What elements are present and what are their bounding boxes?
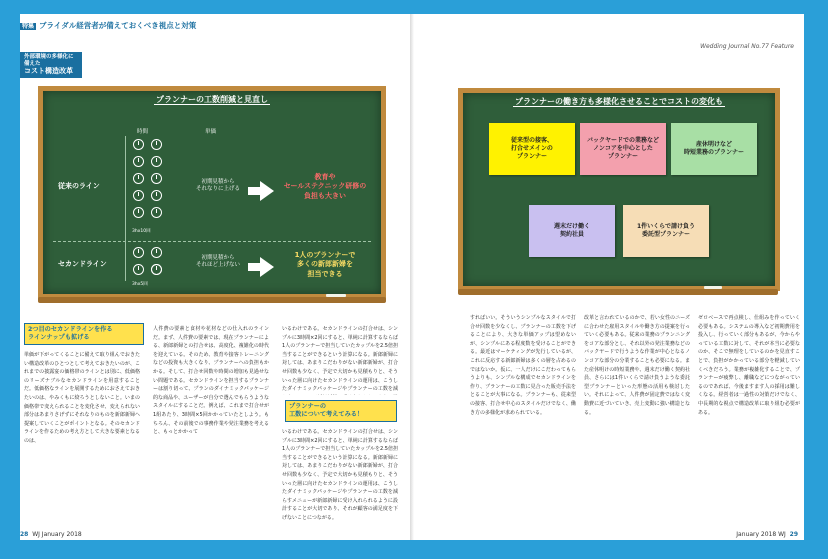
left-col-3b: いるわけである。セカンドラインの打合せは、シンプルに3時間×2回にすると、単純に計算するならば1人のプランナーで担当していたカップルを2.5倍担当することができるという計算になる。新郎新婦に対しては、あまりこだわりがない新郎新婦が、打合せ回数も少なく、予定で大切かも見積もりと、そういった層に向けたセカンドラインの運用は、こうしたダイナミックパッケージやプランナーの工数を減らすメニューが新郎新婦に受け入れられるように設計することが大切であり、それが顧客の満足度を下げないことにつながる。 <box>282 429 398 521</box>
left-col-2: 人件費の要素と食材や花材などの仕入れのラインだ。まず、人件費の要素では、現在プランナーによる、新郎新婦との打合せは、高度化、複雑化の時代を迎えている。そのため、教育や接客トレーニングなどの投資も大きくなり、プランナーへの負担もかかる。そして、打合せ回数や時間の増加も見過せない問題である。セカンドラインを担当するプランナーは割り切って、プランのダイナミックパッケージ的な商品や、ユーザーが自分で選んでもらうようなスタイルにすることだ。例えば、これまで打合せが1組あたり、3時間×5回かかっていたとしよう。もちろん、その前後での事務作業や発注業務を考えると、もっとかかって <box>153 326 269 436</box>
chalk-piece <box>326 294 346 297</box>
sticky-note-standard-planner: 従来型の接客、 打合せメインの プランナー <box>489 123 575 175</box>
subhead-planner-workload: プランナーの 工数について考えてみる！ <box>285 400 397 422</box>
clock-icon <box>151 207 162 218</box>
left-footer <box>20 531 82 538</box>
row-label-second: セカンドライン <box>58 260 107 268</box>
clock-icon <box>151 190 162 201</box>
clock-icon <box>151 173 162 184</box>
chalkboard-workstyles <box>458 88 780 291</box>
left-page-header <box>20 20 196 31</box>
result-text-standard: 教育や セールステクニック研修の 負担も大きい <box>283 173 367 200</box>
tag-line-1: 外部環境の多様化に備えた <box>24 54 74 67</box>
left-page <box>20 14 410 540</box>
clock-icon <box>133 173 144 184</box>
subhead-second-line: 2つ目のセカンドラインを作る ラインナップも拡げる <box>24 323 144 345</box>
count-label-standard: 3hx10回 <box>132 229 151 234</box>
magazine-footer-right: January 2018 WJ <box>736 531 786 538</box>
left-col-3a: いるわけである。セカンドラインの打合せは、シンプルに3時間×2回にすると、単純に計算するならば1人のプランナーで担当していたカップルを2.5倍担当することができるという計算になる。新郎新婦に対しては、あまりこだわりがない新郎新婦が、打合せ回数も少なく、予定で大切かも見積もりと、そういった層に向けたセカンドラインの運用は、こうしたダイナミックパッケージやプランナーの工数を減 <box>282 326 398 393</box>
right-col-2: 改革と言われているのかで、若い女性のニーズに合わせた雇用スタイルや働き方の提案を行っていく必要もある。従来の業務のプランニングをコアな部分とし、それ以外の発注業務などのバックヤードで行うような作業が中心となるノンコアな部分の分業することも必要になる。また産休明けの時短業務や、週末だけ働く契約社員、さらには1件いくらで請け負うような委託型プランナーといった形態の活用も検討したい。それによって、人件費が固定費ではなく変動費に近づいていき、売上変動に強い構造となる。 <box>584 315 690 416</box>
clock-icon <box>151 156 162 167</box>
left-col-1: 単価が下がってくることに備えて取り組んでおきたい構造改革のひとつとして考えておきたいのが、これまでの披露宴の価格帯のラインとは別に、低価格のリーズナブルなセカンドラインを用意することだ。低価格なラインを展開するためにおさえておきたいのは、やみくもに絞ろうとしないこと。いまの価格帯で変えられることを変化させ、変えられない部分はあまりさげずにそれなりのものを新郎新婦へ提案していくことがポイントとなる。そのセカンドラインを作るための考え方として大きな要素となるのは、 <box>24 352 140 444</box>
row-label-standard: 従来のライン <box>58 182 100 190</box>
mid-text-second: 初期見積から それほど上げない <box>195 255 240 269</box>
clock-icon <box>133 156 144 167</box>
col-label-unit: 単価 <box>205 129 217 135</box>
header-title: ブライダル経営者が備えておくべき視点と対策 <box>39 21 197 30</box>
mid-text-standard: 初期見積から それなりに上げる <box>195 179 240 193</box>
clock-icon <box>133 207 144 218</box>
chalkboard-workload <box>38 86 386 299</box>
right-page <box>414 14 804 540</box>
chalk-ledge <box>38 297 386 303</box>
divider-vertical <box>125 136 126 281</box>
clock-icon <box>133 139 144 150</box>
clock-icon <box>133 247 144 258</box>
clock-icon <box>151 247 162 258</box>
clock-icon <box>151 139 162 150</box>
page-number-left: 28 <box>20 531 29 538</box>
section-tag <box>20 52 82 78</box>
clock-icon <box>133 190 144 201</box>
magazine-footer-left: WJ January 2018 <box>32 531 82 538</box>
chalk-ledge <box>458 289 778 295</box>
sticky-note-outsourced-planner: 1件いくらで請け負う 委託型プランナー <box>623 205 709 257</box>
divider-horizontal <box>53 241 371 243</box>
arrow-shaft-1 <box>248 187 260 195</box>
sticky-note-backyard-planner: バックヤードでの業務など ノンコアを中心とした プランナー <box>580 123 666 175</box>
header-category: 特集 <box>22 23 35 30</box>
clock-icon <box>151 264 162 275</box>
right-footer <box>736 531 798 538</box>
right-col-3: ゼロベースで再点検し、仕組みを作っていく必要もある。システムの導入など初期費用を投入し、行っていく部分もあるが、今からやっている工数に対して、それが本当に必要なのか、そこで無理をしているのかを見直すことで、負担がかかっている部分を軽減していくべきだろう。業務が複雑化することで、プランナーが疲弊し、離職などにつながっているのであれば、今後ますます人の採用は難しくなる。経営者は一過性の対策だけでなく、中長期的な視点で構造改革に取り組む必要がある。 <box>698 315 800 416</box>
count-label-second: 3hx5回 <box>132 282 148 287</box>
chalk-piece <box>704 286 722 289</box>
sticky-note-shorttime-planner: 産休明けなど 時短業務のプランナー <box>671 123 757 175</box>
chalkboard-title: プランナーの働き方も多様化させることでコストの変化も <box>515 97 723 106</box>
arrow-right-icon <box>260 181 274 201</box>
arrow-right-icon <box>260 257 274 277</box>
tag-line-2: コスト構造改革 <box>24 67 73 76</box>
right-page-header: Wedding Journal No.77 Feature <box>700 43 794 50</box>
clock-icon <box>133 264 144 275</box>
result-text-second: 1人のプランナーで 多くの新郎新婦を 担当できる <box>294 251 356 278</box>
right-col-1: すればいい。そういうシンプルなスタイルで打合せ回数を少なくし、プランナーの工数を下げることにより、大きな単価アップは望めないが、シンプルにある程度数を受けることができる。最近はマーケティングが先行しているが、これに反応する新郎新婦は多くの層を占めるのではないか。仮に、一人だけにこだわってもらうよりも、シンプルな構成でセカンドラインを作り、プランナーの工数に見合った販売手法をとることが大事になる。プランナーも、従来型の接客、打合せ中心のスタイルだけでなく、働き方の多様化が求められている。 <box>470 315 576 416</box>
page-number-right: 29 <box>789 531 798 538</box>
chalkboard-title: プランナーの工数削減と見直し <box>156 95 268 104</box>
arrow-shaft-2 <box>248 263 260 271</box>
col-label-time: 時間 <box>137 129 149 135</box>
sticky-note-weekend-contract: 週末だけ働く 契約社員 <box>529 205 615 257</box>
